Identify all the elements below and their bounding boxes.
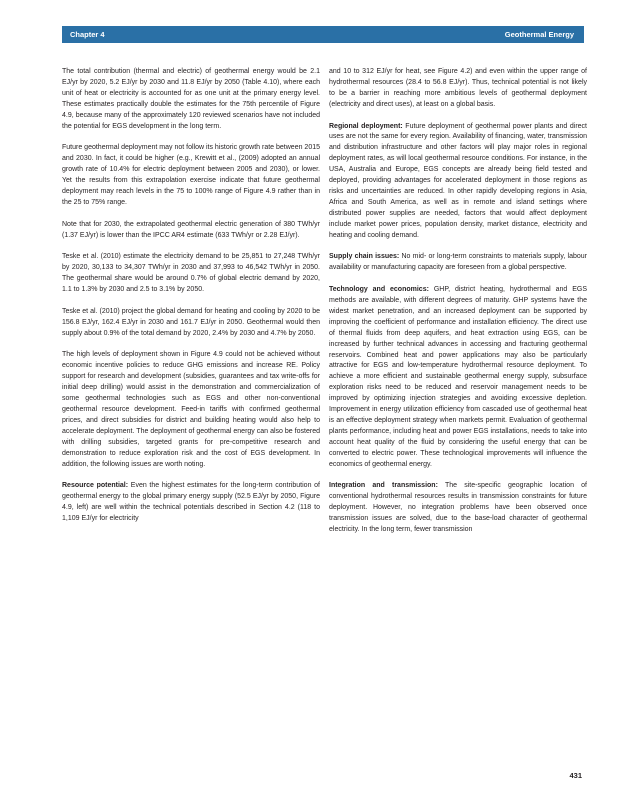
paragraph: and 10 to 312 EJ/yr for heat, see Figure 4.2) and even within the upper range of hydrothermal resources (28.4 to 56.8 EJ/yr). Thus, technical potential is not likely to be a barrier in reaching more ambitious levels of geothermal deployment (electricity and direct uses), at least on a global basis.	[329, 68, 587, 108]
paragraph-heading: Resource potential:	[62, 482, 129, 490]
paragraph-body: GHP, district heating, hydrothermal and EGS methods are available, with different degrees of maturity. GHP systems have the widest market penetration, and an increased deployment can be supported by improving the coefficient of performance and installation efficiency. The direct use of thermal fluids from deep aquifers, and heat extraction using EGS, can be increased by further technical advances in accessing and fracturing geothermal reservoirs. Combined heat and power applications may also be particularly attractive for EGS and low-temperature hydrothermal resource deployment. To achieve a more efficient and sustainable geothermal energy supply, subsurface exploration risks need to be reduced and reservoir management needs to be improved by optimizing injection strategies and avoiding excessive depletion. Improvement in energy utilization efficiency from cascaded use of geothermal heat is an effective deployment strategy when markets permit. Evaluation of geothermal plants performance, including heat and power EGS installations, needs to take into account heat quality of the fluid by considering the useful energy that can be converted to electric power. These technological improvements will influence the economics of geothermal energy.	[329, 286, 588, 468]
paragraph: The total contribution (thermal and electric) of geothermal energy would be 2.1 EJ/yr by 2020, 5.2 EJ/yr by 2030 and 11.8 EJ/yr by 2050 (Table 4.10), where each unit of heat or electricity is accounted for as one unit at the primary energy level. These estimates practically double the estimates for the 75th percentile of Figure 4.9, because many of the approximately 120 reviewed scenarios have not included the potential for EGS development in the long term.	[62, 68, 320, 130]
paragraph-body: Even the highest estimates for the long-term contribution of geothermal energy to the global primary energy supply (52.5 EJ/yr by 2050, Figure 4.9, left) are well within the technical potentials described in Section 4.2 (118 to 1,109 EJ/yr for electricity	[62, 482, 320, 523]
paragraph-heading: Technology and economics:	[329, 286, 429, 294]
paragraph: Future geothermal deployment may not follow its historic growth rate between 2015 and 2030. In fact, it could be higher (e.g., Krewitt et al., (2009) adopted an annual growth rate of 10.4% for electric deployment between 2005 and 2030), or lower. Yet the results from this extrapolation exercise indicate that future geothermal deployment may reach levels in the 75 to 100% range of Figure 4.9 rather than in the 25 to 75% range.	[62, 144, 320, 206]
paragraph-regional-deployment	[329, 122, 587, 242]
paragraph: Note that for 2030, the extrapolated geothermal electric generation of 380 TWh/yr (1.37 EJ/yr) is lower than the IPCC AR4 estimate (633 TWh/yr or 2.28 EJ/yr).	[62, 220, 320, 239]
paragraph-integration-transmission	[329, 481, 587, 536]
left-column	[62, 67, 320, 536]
chapter-label: Chapter 4	[70, 30, 105, 39]
paragraph: Teske et al. (2010) project the global demand for heating and cooling by 2020 to be 156.8 EJ/yr, 162.4 EJ/yr in 2030 and 161.7 EJ/yr in 2050. Geothermal would then supply about 0.9% of the total demand by 2020, 2.4% by 2030 and 4.7% by 2050.	[62, 307, 320, 337]
paragraph: The high levels of deployment shown in Figure 4.9 could not be achieved without economic incentive policies to reduce GHG emissions and increase RE. Policy support for research and development (subsidies, guarantees and tax write-offs for initial deep drilling) would assist in the demonstration and commercialization of some geothermal technologies such as EGS and other non-conventional geothermal resource development. Feed-in tariffs with confirmed geothermal prices, and direct subsidies for district and building heating would also help to accelerate deployment. The deployment of geothermal energy can also be fostered with drilling subsidies, targeted grants for pre-competitive research and demonstration to reduce exploration risk and the cost of EGS development. In addition, the following issues are worth noting.	[62, 351, 320, 468]
paragraph-technology-economics	[329, 285, 587, 470]
paragraph-heading: Supply chain issues:	[329, 253, 400, 261]
paragraph-resource-potential	[62, 481, 320, 525]
paragraph-body: No mid- or long-term constraints to materials supply, labour availability or manufacturing capacity are foreseen from a global perspective.	[329, 253, 587, 272]
paragraph-heading: Integration and transmission:	[329, 482, 438, 490]
page-number: 431	[569, 771, 582, 780]
paragraph-body: Future deployment of geothermal power plants and direct uses are not the same for every region. Availability of financing, water, transmission and distribution infrastructure and other factors will play major roles in regional deployment rates, as will local geothermal resource conditions. For instance, in the USA, Australia and Europe, EGS concepts are already being field tested and deployed, providing advantages for accelerated deployment in those regions as risks and uncertainties are reduced. In other rapidly developing regions in Asia, Africa and South America, as well as in remote and island settings where distributed power supplies are needed, factors that would affect deployment include market power prices, population density, market distance, electricity and heating and cooling demand.	[329, 122, 587, 239]
paragraph: Teske et al. (2010) estimate the electricity demand to be 25,851 to 27,248 TWh/yr by 2020, 30,133 to 34,307 TWh/yr in 2030 and 37,993 to 46,542 TWh/yr in 2050. The geothermal share would be around 0.7% of global electric demand by 2020, 1.1 to 1.3% by 2030 and 2.5 to 3.1% by 2050.	[62, 253, 320, 294]
paragraph-supply-chain	[329, 252, 587, 274]
paragraph-body: The site-specific geographic location of conventional hydrothermal resources results in transmission constraints for future deployment. However, no integration problems have been observed once transmission issues are solved, due to the base-load character of geothermal electricity. In the long term, fewer transmission	[329, 482, 587, 533]
right-column	[329, 67, 587, 547]
paragraph-heading: Regional deployment:	[329, 122, 403, 130]
chapter-title: Geothermal Energy	[504, 30, 574, 39]
chapter-header-bar	[62, 26, 584, 43]
